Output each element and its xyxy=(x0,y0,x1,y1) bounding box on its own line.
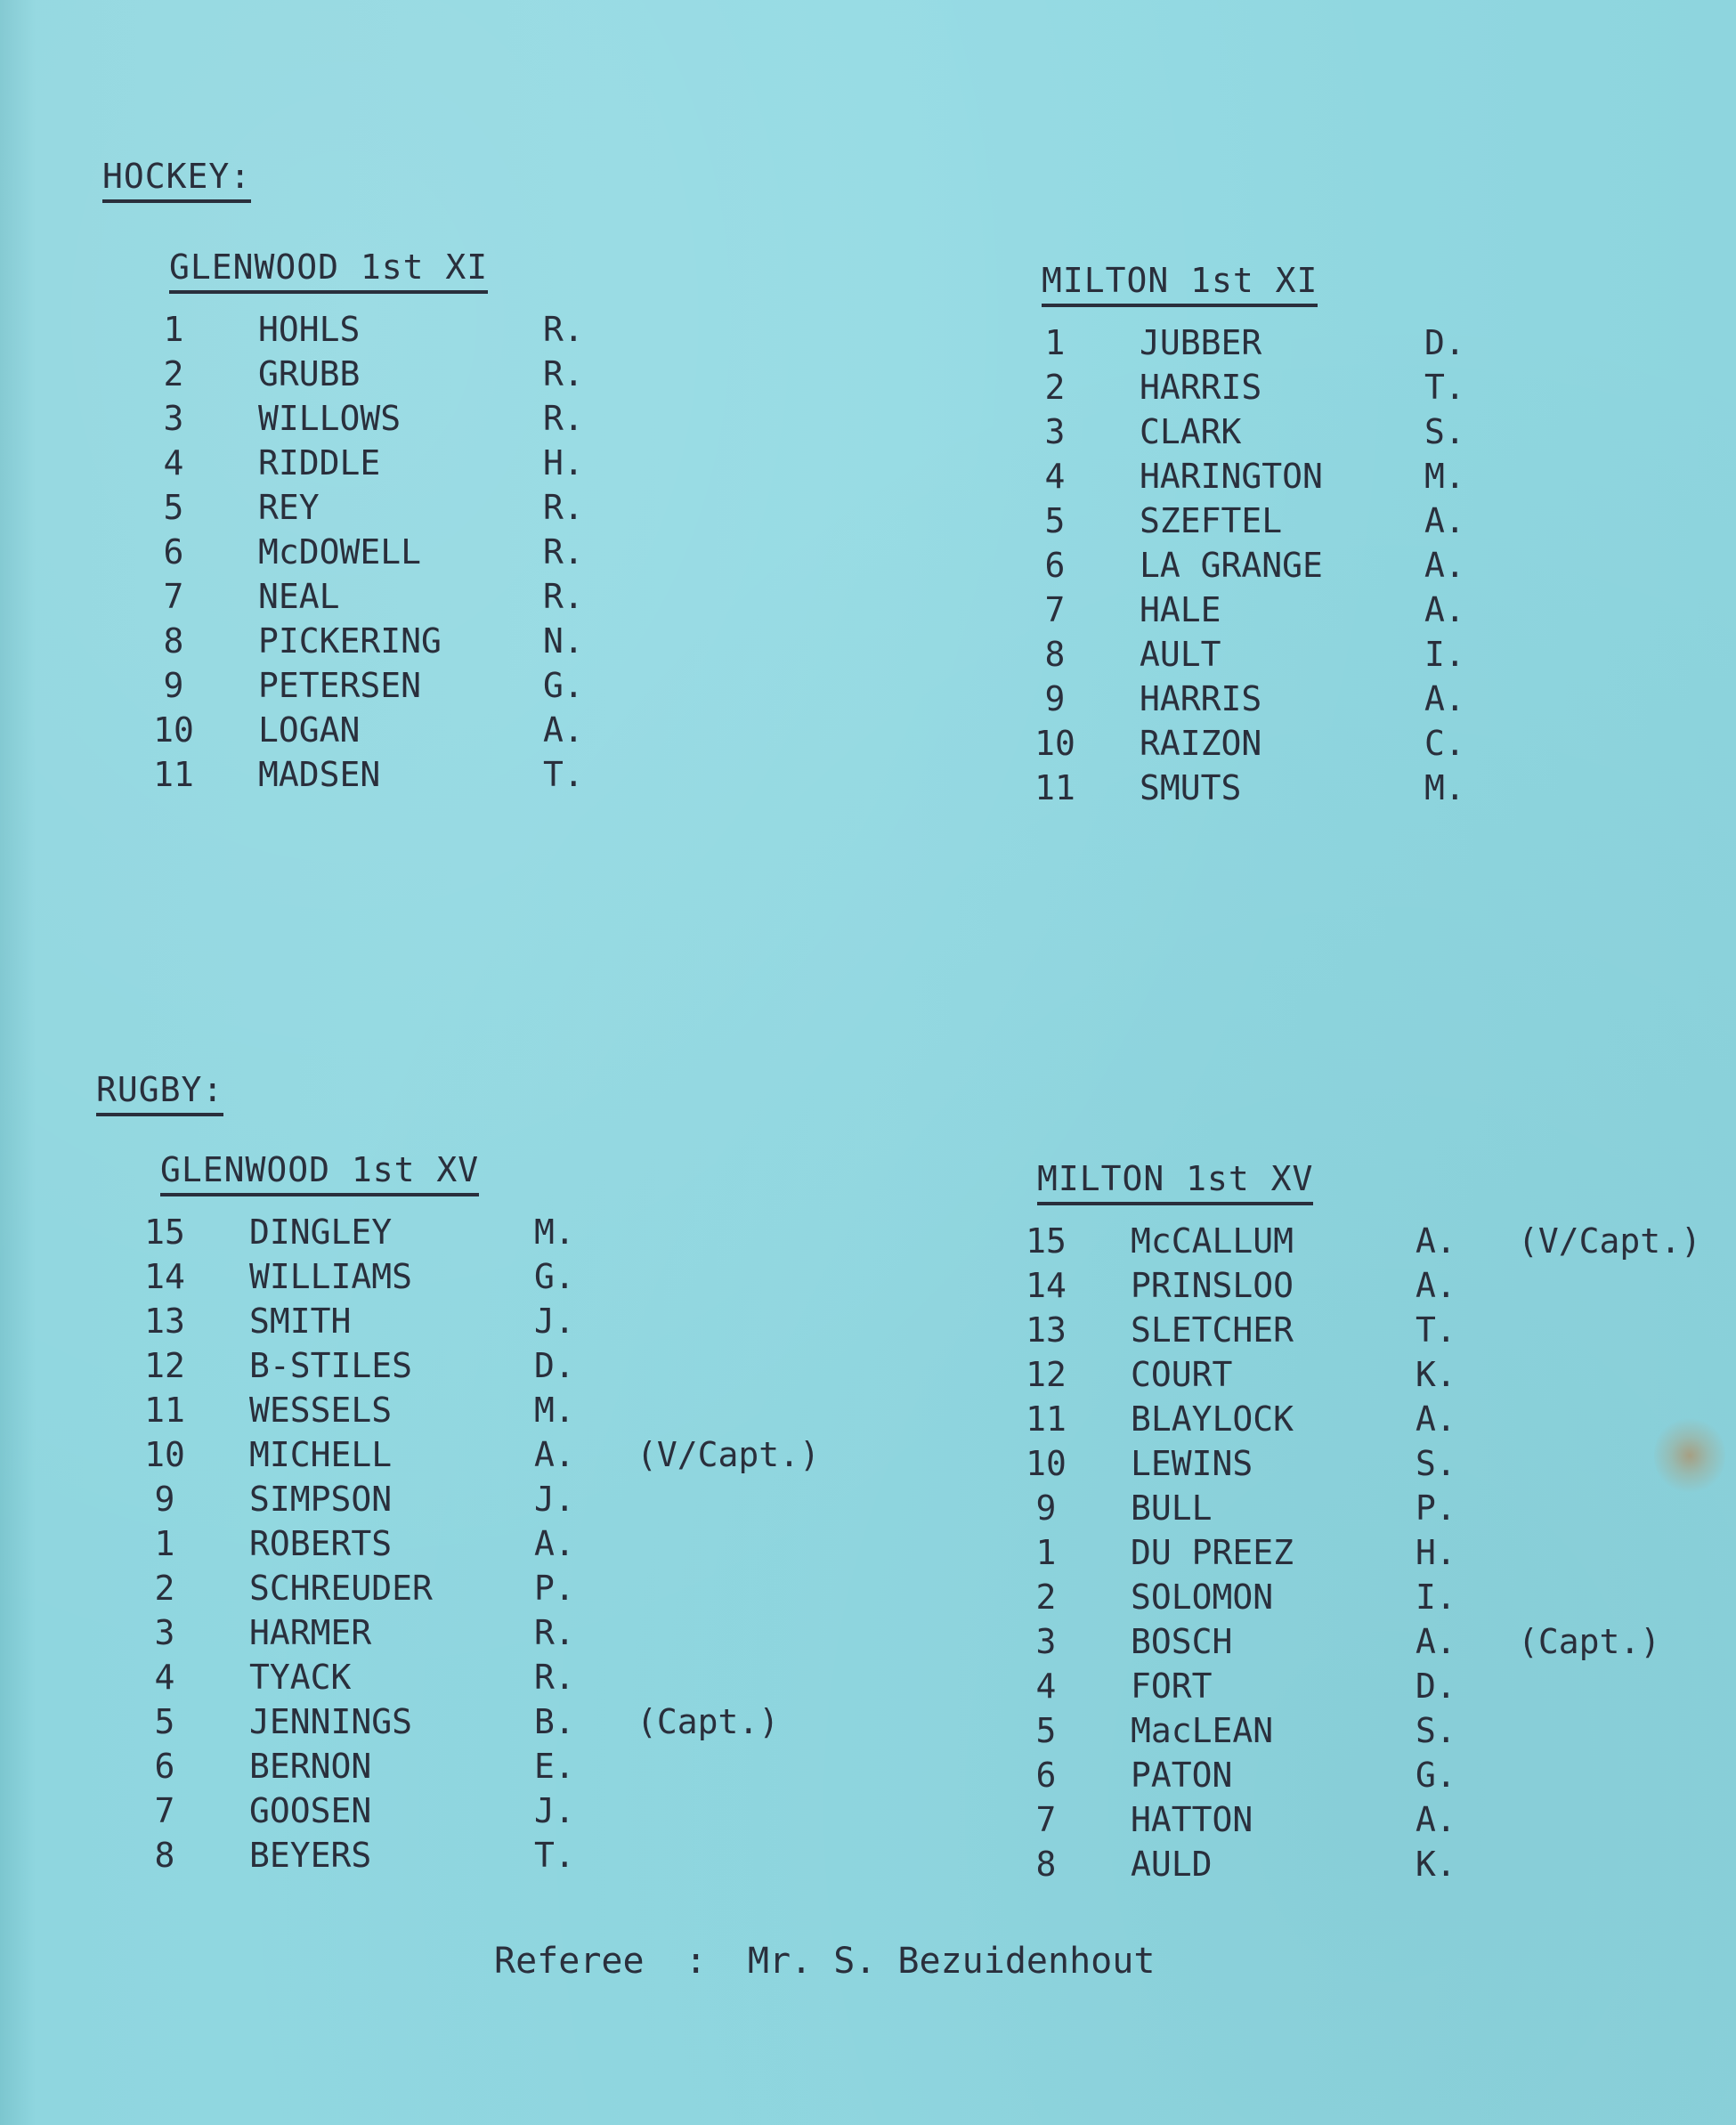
player-row xyxy=(134,1747,575,1791)
player-row xyxy=(1015,1266,1456,1310)
player-row xyxy=(1024,590,1465,635)
player-row xyxy=(142,755,584,799)
player-initial: N. xyxy=(543,621,584,661)
player-row xyxy=(134,1435,820,1480)
player-surname: HARINGTON xyxy=(1140,457,1323,496)
player-row xyxy=(142,488,584,532)
player-surname: B-STILES xyxy=(249,1346,413,1385)
player-surname: RIDDLE xyxy=(258,443,381,483)
player-initial: E. xyxy=(534,1747,575,1786)
hockey-glenwood-roster xyxy=(142,310,584,799)
player-number: 6 xyxy=(163,532,184,572)
hockey-milton-roster xyxy=(1024,323,1465,813)
referee-line xyxy=(494,1941,1174,1982)
player-initial: J. xyxy=(534,1480,575,1519)
hockey-glenwood-title: GLENWOOD 1st XI xyxy=(169,247,488,294)
player-number: 6 xyxy=(1044,546,1066,585)
player-row xyxy=(1015,1444,1456,1488)
player-initial: M. xyxy=(534,1213,575,1252)
player-initial: G. xyxy=(534,1257,575,1296)
player-surname: HALE xyxy=(1140,590,1221,629)
player-row xyxy=(1015,1711,1456,1756)
player-initial: R. xyxy=(543,399,584,438)
player-number: 8 xyxy=(1035,1845,1057,1884)
player-initial: C. xyxy=(1424,724,1465,763)
player-initial: A. xyxy=(534,1524,575,1563)
player-surname: WILLOWS xyxy=(258,399,402,438)
player-row xyxy=(1015,1310,1456,1355)
player-number: 4 xyxy=(1044,457,1066,496)
player-number: 5 xyxy=(1044,501,1066,540)
player-surname: MICHELL xyxy=(249,1435,393,1474)
player-initial: R. xyxy=(543,354,584,393)
player-initial: D. xyxy=(534,1346,575,1385)
player-number: 12 xyxy=(1026,1355,1067,1394)
player-initial: R. xyxy=(543,310,584,349)
player-number: 10 xyxy=(153,710,194,750)
referee-label: Referee xyxy=(494,1941,645,1982)
player-initial: A. xyxy=(543,710,584,750)
player-surname: SMUTS xyxy=(1140,768,1242,807)
player-surname: COURT xyxy=(1131,1355,1233,1394)
player-row xyxy=(1024,323,1465,368)
player-initial: A. xyxy=(1416,1221,1456,1261)
player-surname: SOLOMON xyxy=(1131,1578,1274,1617)
player-row xyxy=(134,1613,575,1658)
player-number: 1 xyxy=(154,1524,175,1563)
player-initial: R. xyxy=(543,488,584,527)
player-row xyxy=(1015,1221,1701,1266)
player-row xyxy=(134,1391,575,1435)
player-role-note: (Capt.) xyxy=(1518,1622,1661,1661)
player-number: 2 xyxy=(1035,1578,1057,1617)
hockey-heading: HOCKEY: xyxy=(102,157,251,203)
player-surname: DU PREEZ xyxy=(1131,1533,1294,1572)
rugby-glenwood-roster xyxy=(134,1213,820,1880)
player-number: 6 xyxy=(154,1747,175,1786)
player-row xyxy=(134,1702,780,1747)
player-row xyxy=(142,310,584,354)
player-number: 9 xyxy=(154,1480,175,1519)
player-surname: BERNON xyxy=(249,1747,372,1786)
player-row xyxy=(134,1836,575,1880)
player-initial: S. xyxy=(1424,412,1465,451)
player-row xyxy=(1024,546,1465,590)
player-number: 11 xyxy=(153,755,194,794)
player-number: 5 xyxy=(1035,1711,1057,1750)
player-row xyxy=(142,532,584,577)
player-number: 4 xyxy=(163,443,184,483)
player-number: 13 xyxy=(1026,1310,1067,1350)
player-row xyxy=(1024,679,1465,724)
player-row xyxy=(134,1569,575,1613)
rugby-glenwood-title: GLENWOOD 1st XV xyxy=(160,1150,479,1196)
player-number: 4 xyxy=(1035,1667,1057,1706)
rugby-milton-roster xyxy=(1015,1221,1701,1889)
player-number: 1 xyxy=(1044,323,1066,362)
player-row xyxy=(1015,1800,1456,1845)
player-surname: DINGLEY xyxy=(249,1213,393,1252)
player-number: 13 xyxy=(144,1302,185,1341)
player-surname: PATON xyxy=(1131,1756,1233,1795)
player-initial: G. xyxy=(543,666,584,705)
player-number: 4 xyxy=(154,1658,175,1697)
rugby-milton-title: MILTON 1st XV xyxy=(1037,1159,1313,1205)
player-surname: LEWINS xyxy=(1131,1444,1253,1483)
player-number: 1 xyxy=(163,310,184,349)
player-surname: HARRIS xyxy=(1140,368,1262,407)
player-surname: LOGAN xyxy=(258,710,361,750)
player-role-note: (Capt.) xyxy=(637,1702,780,1741)
player-surname: BOSCH xyxy=(1131,1622,1233,1661)
player-surname: FORT xyxy=(1131,1667,1213,1706)
player-initial: T. xyxy=(1424,368,1465,407)
player-surname: GOOSEN xyxy=(249,1791,372,1830)
hockey-glenwood-team xyxy=(142,247,584,799)
rugby-heading: RUGBY: xyxy=(96,1070,223,1116)
player-surname: SLETCHER xyxy=(1131,1310,1294,1350)
rugby-milton-team xyxy=(1015,1159,1701,1889)
player-row xyxy=(134,1791,575,1836)
player-surname: PETERSEN xyxy=(258,666,422,705)
player-initial: A. xyxy=(1416,1266,1456,1305)
player-surname: AULT xyxy=(1140,635,1221,674)
player-surname: SIMPSON xyxy=(249,1480,393,1519)
player-row xyxy=(1015,1488,1456,1533)
player-initial: R. xyxy=(543,577,584,616)
player-initial: H. xyxy=(543,443,584,483)
player-number: 9 xyxy=(1044,679,1066,718)
player-initial: R. xyxy=(543,532,584,572)
player-number: 11 xyxy=(1026,1399,1067,1439)
player-initial: I. xyxy=(1424,635,1465,674)
player-row xyxy=(142,710,584,755)
player-initial: M. xyxy=(1424,457,1465,496)
player-number: 9 xyxy=(163,666,184,705)
player-initial: G. xyxy=(1416,1756,1456,1795)
player-number: 7 xyxy=(154,1791,175,1830)
player-surname: WILLIAMS xyxy=(249,1257,413,1296)
player-surname: SZEFTEL xyxy=(1140,501,1283,540)
player-number: 5 xyxy=(163,488,184,527)
player-row xyxy=(134,1346,575,1391)
player-surname: REY xyxy=(258,488,320,527)
player-row xyxy=(1024,368,1465,412)
player-row xyxy=(142,354,584,399)
player-number: 11 xyxy=(1034,768,1075,807)
player-surname: LA GRANGE xyxy=(1140,546,1323,585)
player-surname: GRUBB xyxy=(258,354,361,393)
player-row xyxy=(1024,768,1465,813)
player-number: 7 xyxy=(1044,590,1066,629)
player-initial: K. xyxy=(1416,1845,1456,1884)
paper-stain xyxy=(1654,1415,1725,1496)
player-initial: S. xyxy=(1416,1711,1456,1750)
player-row xyxy=(1015,1355,1456,1399)
player-number: 7 xyxy=(163,577,184,616)
referee-name: Mr. S. Bezuidenhout xyxy=(747,1941,1156,1982)
player-row xyxy=(142,399,584,443)
player-surname: SMITH xyxy=(249,1302,352,1341)
player-row xyxy=(1024,457,1465,501)
player-initial: M. xyxy=(1424,768,1465,807)
player-row xyxy=(1024,724,1465,768)
player-role-note: (V/Capt.) xyxy=(1518,1221,1701,1261)
player-number: 6 xyxy=(1035,1756,1057,1795)
player-number: 12 xyxy=(144,1346,185,1385)
player-initial: A. xyxy=(534,1435,575,1474)
player-role-note: (V/Capt.) xyxy=(637,1435,820,1474)
player-surname: CLARK xyxy=(1140,412,1242,451)
player-surname: HATTON xyxy=(1131,1800,1253,1839)
player-number: 8 xyxy=(154,1836,175,1875)
player-initial: J. xyxy=(534,1791,575,1830)
player-initial: R. xyxy=(534,1658,575,1697)
player-initial: P. xyxy=(534,1569,575,1608)
player-surname: WESSELS xyxy=(249,1391,393,1430)
player-number: 15 xyxy=(144,1213,185,1252)
player-number: 2 xyxy=(1044,368,1066,407)
player-row xyxy=(1015,1399,1456,1444)
player-surname: SCHREUDER xyxy=(249,1569,433,1608)
player-row xyxy=(134,1524,575,1569)
player-number: 3 xyxy=(1035,1622,1057,1661)
player-surname: McDOWELL xyxy=(258,532,422,572)
player-row xyxy=(1015,1622,1661,1667)
player-number: 1 xyxy=(1035,1533,1057,1572)
player-number: 3 xyxy=(1044,412,1066,451)
player-number: 3 xyxy=(154,1613,175,1652)
player-initial: S. xyxy=(1416,1444,1456,1483)
player-number: 10 xyxy=(1034,724,1075,763)
referee-separator: : xyxy=(685,1941,707,1982)
player-initial: A. xyxy=(1416,1622,1456,1661)
player-row xyxy=(142,577,584,621)
player-number: 14 xyxy=(1026,1266,1067,1305)
player-number: 11 xyxy=(144,1391,185,1430)
player-row xyxy=(1015,1578,1456,1622)
player-surname: PICKERING xyxy=(258,621,442,661)
player-surname: JENNINGS xyxy=(249,1702,413,1741)
hockey-milton-team xyxy=(1024,261,1465,813)
player-row xyxy=(1024,635,1465,679)
player-surname: RAIZON xyxy=(1140,724,1262,763)
player-initial: A. xyxy=(1424,546,1465,585)
player-surname: TYACK xyxy=(249,1658,352,1697)
player-surname: HOHLS xyxy=(258,310,361,349)
player-number: 8 xyxy=(1044,635,1066,674)
player-row xyxy=(142,666,584,710)
player-initial: A. xyxy=(1416,1399,1456,1439)
player-number: 9 xyxy=(1035,1488,1057,1528)
player-row xyxy=(134,1658,575,1702)
player-initial: H. xyxy=(1416,1533,1456,1572)
player-number: 2 xyxy=(163,354,184,393)
player-row xyxy=(142,443,584,488)
player-surname: AULD xyxy=(1131,1845,1213,1884)
player-surname: ROBERTS xyxy=(249,1524,393,1563)
player-initial: T. xyxy=(534,1836,575,1875)
player-surname: BULL xyxy=(1131,1488,1213,1528)
player-initial: D. xyxy=(1416,1667,1456,1706)
player-surname: McCALLUM xyxy=(1131,1221,1294,1261)
player-row xyxy=(1015,1667,1456,1711)
player-row xyxy=(1015,1756,1456,1800)
rugby-glenwood-team xyxy=(134,1150,820,1880)
player-number: 15 xyxy=(1026,1221,1067,1261)
player-number: 2 xyxy=(154,1569,175,1608)
player-initial: A. xyxy=(1424,679,1465,718)
player-surname: MADSEN xyxy=(258,755,381,794)
player-number: 10 xyxy=(144,1435,185,1474)
player-initial: D. xyxy=(1424,323,1465,362)
player-row xyxy=(1015,1845,1456,1889)
player-row xyxy=(142,621,584,666)
hockey-milton-title: MILTON 1st XI xyxy=(1042,261,1318,307)
player-initial: M. xyxy=(534,1391,575,1430)
player-number: 8 xyxy=(163,621,184,661)
player-row xyxy=(134,1213,575,1257)
player-number: 10 xyxy=(1026,1444,1067,1483)
player-row xyxy=(134,1302,575,1346)
player-row xyxy=(1024,412,1465,457)
player-surname: HARRIS xyxy=(1140,679,1262,718)
player-surname: BLAYLOCK xyxy=(1131,1399,1294,1439)
player-initial: T. xyxy=(1416,1310,1456,1350)
player-initial: I. xyxy=(1416,1578,1456,1617)
player-initial: T. xyxy=(543,755,584,794)
player-initial: P. xyxy=(1416,1488,1456,1528)
player-number: 7 xyxy=(1035,1800,1057,1839)
player-number: 3 xyxy=(163,399,184,438)
player-surname: HARMER xyxy=(249,1613,372,1652)
player-number: 5 xyxy=(154,1702,175,1741)
player-row xyxy=(134,1257,575,1302)
player-row xyxy=(1024,501,1465,546)
player-number: 14 xyxy=(144,1257,185,1296)
player-initial: R. xyxy=(534,1613,575,1652)
player-surname: JUBBER xyxy=(1140,323,1262,362)
player-surname: MacLEAN xyxy=(1131,1711,1274,1750)
player-surname: PRINSLOO xyxy=(1131,1266,1294,1305)
player-row xyxy=(134,1480,575,1524)
player-initial: A. xyxy=(1424,501,1465,540)
player-surname: NEAL xyxy=(258,577,340,616)
player-surname: BEYERS xyxy=(249,1836,372,1875)
player-initial: K. xyxy=(1416,1355,1456,1394)
player-initial: J. xyxy=(534,1302,575,1341)
player-initial: A. xyxy=(1416,1800,1456,1839)
player-row xyxy=(1015,1533,1456,1578)
player-initial: B. xyxy=(534,1702,575,1741)
player-initial: A. xyxy=(1424,590,1465,629)
